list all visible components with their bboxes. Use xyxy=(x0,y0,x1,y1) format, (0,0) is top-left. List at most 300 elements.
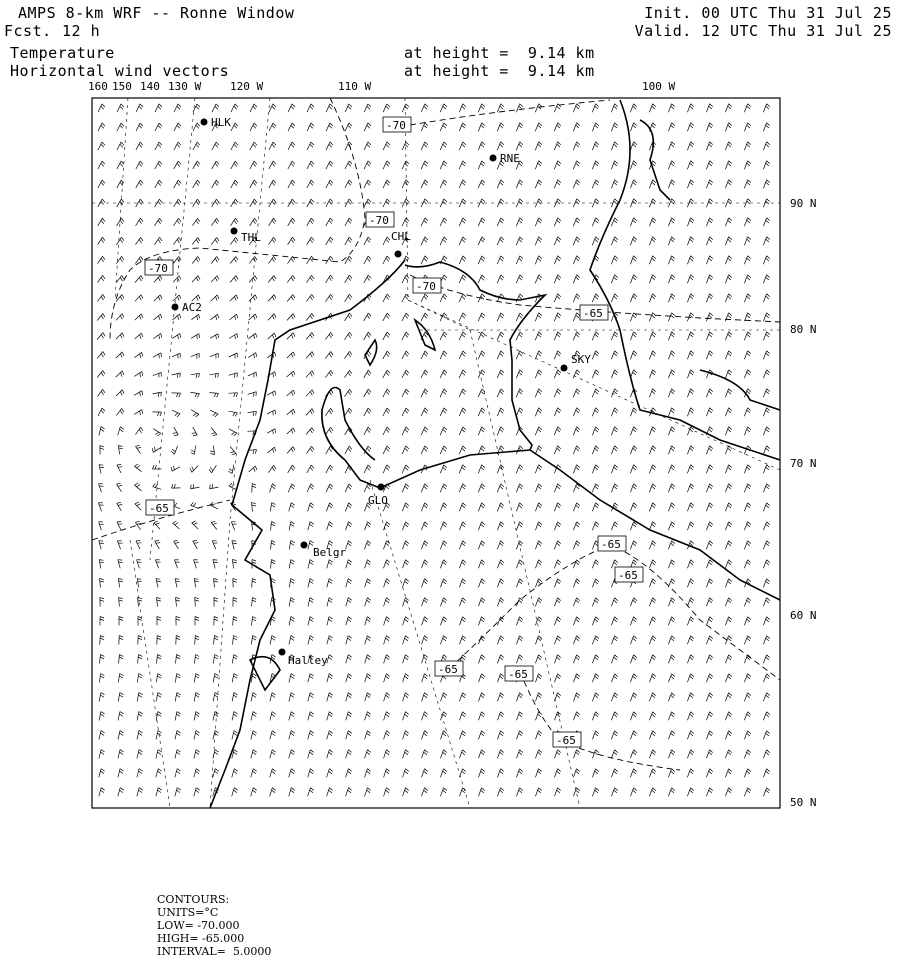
wind-barb xyxy=(554,560,557,568)
wind-barb-feather xyxy=(443,619,446,622)
wind-barb-feather xyxy=(539,788,542,791)
wind-barb-feather xyxy=(311,104,314,107)
wind-barb xyxy=(497,275,501,283)
wind-barb xyxy=(421,522,424,530)
wind-barb-feather xyxy=(158,182,161,185)
wind-barb-feather xyxy=(671,125,674,128)
wind-barb xyxy=(403,541,406,549)
wind-barb-feather xyxy=(748,294,751,297)
wind-barb xyxy=(516,370,519,378)
wind-barb xyxy=(421,351,425,359)
wind-barb-feather xyxy=(634,275,637,278)
wind-barb xyxy=(763,313,766,321)
wind-barb-feather xyxy=(330,484,333,487)
wind-barb-feather xyxy=(253,693,257,695)
wind-barb xyxy=(744,788,747,796)
lon-tick-110: 110 W xyxy=(338,80,371,93)
wind-barb-feather xyxy=(139,731,143,733)
wind-barb-feather xyxy=(653,674,656,677)
wind-barb xyxy=(555,655,558,663)
wind-barb xyxy=(573,522,576,530)
wind-barb-feather xyxy=(729,788,732,791)
wind-barb xyxy=(649,731,652,739)
wind-barb xyxy=(668,598,671,606)
wind-barb-feather xyxy=(520,313,523,316)
wind-barb xyxy=(99,788,101,797)
wind-barb-feather xyxy=(747,771,750,774)
wind-barb-feather xyxy=(406,218,409,221)
wind-barb-feather xyxy=(216,316,217,320)
wind-barb-feather xyxy=(138,733,142,735)
wind-barb-feather xyxy=(310,693,314,696)
wind-barb xyxy=(706,655,709,663)
wind-barb-feather xyxy=(520,541,523,544)
wind-barb-feather xyxy=(614,163,617,166)
wind-barb-feather xyxy=(710,503,713,506)
wind-barb-feather xyxy=(425,731,428,734)
wind-barb-feather xyxy=(101,296,103,300)
wind-barb xyxy=(191,410,199,415)
wind-barb xyxy=(611,484,614,492)
wind-barb xyxy=(345,389,350,397)
wind-barb xyxy=(307,142,311,150)
wind-barb xyxy=(422,731,425,740)
wind-barb xyxy=(174,180,179,188)
wind-barb xyxy=(516,465,519,473)
wind-barb-feather xyxy=(500,277,503,280)
wind-barb xyxy=(535,332,538,340)
contour-label-c2: -70 xyxy=(369,214,389,227)
wind-barb-feather xyxy=(596,332,599,335)
wind-barb-feather xyxy=(157,676,161,678)
wind-barb xyxy=(194,769,196,778)
wind-barb-feather xyxy=(233,617,237,619)
wind-barb-feather xyxy=(160,218,163,222)
wind-barb-feather xyxy=(177,750,181,753)
wind-barb xyxy=(364,389,369,397)
wind-barb-feather xyxy=(196,712,200,714)
wind-barb-feather xyxy=(672,351,675,354)
wind-barb xyxy=(365,522,368,530)
wind-barb-feather xyxy=(152,448,153,452)
wind-barb xyxy=(134,410,142,415)
wind-barb xyxy=(630,731,633,739)
wind-barb-feather xyxy=(272,484,275,487)
wind-barb-feather xyxy=(424,163,427,166)
wind-barb-feather xyxy=(614,410,617,413)
wind-barb-feather xyxy=(767,750,770,753)
wind-barb-feather xyxy=(747,163,750,166)
wind-barb xyxy=(307,275,312,282)
wind-barb-feather xyxy=(214,598,218,599)
wind-barb-feather xyxy=(329,505,332,508)
wind-barb-feather xyxy=(653,275,656,278)
wind-barb-feather xyxy=(271,560,275,562)
wind-barb-feather xyxy=(482,522,485,525)
wind-barb xyxy=(118,769,120,778)
wind-barb xyxy=(668,731,671,739)
wind-barb xyxy=(403,788,406,797)
wind-barb-feather xyxy=(500,448,503,451)
wind-barb-feather xyxy=(291,144,294,147)
wind-barb-feather xyxy=(141,276,143,280)
wind-barb-feather xyxy=(633,410,636,413)
wind-barb xyxy=(687,598,690,606)
wind-barb-feather xyxy=(577,598,580,601)
wind-barb-feather xyxy=(501,788,504,791)
wind-barb-feather xyxy=(671,714,674,717)
wind-barb-feather xyxy=(672,617,675,620)
wind-barb xyxy=(725,427,728,435)
wind-barb-feather xyxy=(481,505,484,508)
wind-barb xyxy=(117,541,120,549)
wind-barb-feather xyxy=(596,769,599,772)
wind-barb-feather xyxy=(671,334,674,337)
wind-barb-feather xyxy=(577,674,580,677)
wind-barb-feather xyxy=(482,161,485,164)
wind-barb-feather xyxy=(634,446,637,449)
wind-barb-feather xyxy=(348,560,351,563)
wind-barb-feather xyxy=(119,617,123,619)
wind-barb xyxy=(687,370,690,378)
wind-barb-feather xyxy=(368,161,371,164)
wind-barb xyxy=(668,294,671,302)
wind-barb-feather xyxy=(690,239,693,242)
wind-barb xyxy=(307,123,311,131)
wind-barb-feather xyxy=(482,142,485,145)
wind-barb xyxy=(554,294,557,302)
wind-barb-feather xyxy=(253,144,256,147)
wind-barb xyxy=(174,446,177,454)
wind-barb-feather xyxy=(519,239,522,242)
wind-barb-feather xyxy=(311,161,314,164)
wind-barb-feather xyxy=(405,731,408,734)
wind-barb xyxy=(592,693,595,701)
wind-barb-feather xyxy=(576,220,579,223)
wind-barb-feather xyxy=(234,788,237,791)
wind-barb-feather xyxy=(253,752,257,755)
wind-barb xyxy=(118,788,120,797)
wind-barb-feather xyxy=(120,297,122,301)
wind-barb-feather xyxy=(121,218,124,221)
wind-barb xyxy=(191,353,199,356)
wind-barb-feather xyxy=(729,503,732,506)
wind-barb-feather xyxy=(614,790,617,793)
wind-barb-feather xyxy=(767,427,770,430)
wind-barb-feather xyxy=(198,237,200,241)
wind-barb xyxy=(364,427,368,435)
wind-barb xyxy=(365,788,368,797)
wind-barb-feather xyxy=(230,452,234,453)
wind-barb-feather xyxy=(576,752,579,755)
wind-barb-feather xyxy=(691,294,694,297)
wind-barb-feather xyxy=(728,543,731,546)
wind-barb xyxy=(744,408,747,416)
wind-barb-feather xyxy=(120,788,124,791)
wind-barb-feather xyxy=(444,256,447,259)
wind-barb xyxy=(153,448,161,453)
wind-barb-feather xyxy=(311,199,314,202)
wind-barb xyxy=(725,579,728,587)
wind-barb-feather xyxy=(462,277,465,280)
wind-barb xyxy=(516,503,519,511)
wind-barb xyxy=(194,750,196,759)
wind-barb xyxy=(478,351,482,359)
wind-barb-feather xyxy=(140,161,143,164)
wind-barb-feather xyxy=(520,180,523,183)
wind-barb-feather xyxy=(748,142,751,145)
wind-barb xyxy=(288,465,293,473)
wind-barb-feather xyxy=(310,731,313,734)
wind-barb xyxy=(517,617,520,625)
wind-barb xyxy=(403,750,406,759)
wind-barb-feather xyxy=(652,125,655,128)
wind-barb xyxy=(175,731,177,740)
wind-barb xyxy=(554,617,557,625)
wind-barb-feather xyxy=(710,712,713,715)
wind-barb-feather xyxy=(367,788,370,791)
wind-barb xyxy=(535,161,538,169)
wind-barb-feather xyxy=(173,433,177,434)
wind-barb-feather xyxy=(406,389,409,392)
wind-barb xyxy=(327,731,330,740)
wind-barb-feather xyxy=(482,123,485,126)
wind-barb-feather xyxy=(253,788,256,791)
wind-barb-feather xyxy=(501,218,504,221)
wind-barb-feather xyxy=(767,180,770,183)
wind-barb-feather xyxy=(577,750,580,753)
wind-barb xyxy=(535,598,538,606)
wind-barb-feather xyxy=(234,239,236,243)
wind-barb-feather xyxy=(690,619,693,622)
wind-barb-feather xyxy=(482,237,485,240)
wind-barb-feather xyxy=(747,486,750,489)
wind-barb-feather xyxy=(444,161,447,164)
wind-barb xyxy=(98,237,103,245)
wind-barb-feather xyxy=(349,484,352,487)
wind-barb-feather xyxy=(348,220,351,223)
wind-barb-feather xyxy=(215,769,219,772)
wind-barb xyxy=(118,560,120,569)
wind-barb-feather xyxy=(349,408,352,411)
wind-barb-feather xyxy=(348,790,351,793)
wind-barb-feather xyxy=(406,560,409,563)
wind-barb xyxy=(516,389,519,397)
wind-barb-feather xyxy=(231,484,234,487)
wind-barb xyxy=(687,655,690,663)
field-temperature: Temperature xyxy=(10,44,115,62)
wind-barb-feather xyxy=(252,638,256,640)
wind-barb-feather xyxy=(191,502,194,505)
meridian-ne xyxy=(408,300,780,470)
wind-barb-feather xyxy=(120,335,122,339)
wind-barb-feather xyxy=(766,277,769,280)
wind-barb xyxy=(668,769,671,777)
wind-barb-feather xyxy=(177,163,180,166)
wind-barb-feather xyxy=(272,182,275,185)
wind-barb-feather xyxy=(101,144,104,147)
wind-barb xyxy=(270,693,272,702)
wind-barb xyxy=(593,769,596,777)
wind-barb-feather xyxy=(330,104,333,107)
wind-barb-feather xyxy=(766,258,769,261)
wind-barb-feather xyxy=(387,427,390,430)
wind-barb-feather xyxy=(136,485,140,487)
wind-barb-feather xyxy=(501,408,504,411)
wind-barb xyxy=(611,636,614,644)
wind-barb-feather xyxy=(653,161,656,164)
wind-barb-feather xyxy=(748,769,751,772)
wind-barb-feather xyxy=(136,445,140,446)
wind-barb-feather xyxy=(747,182,750,185)
wind-barb-feather xyxy=(425,313,428,316)
wind-barb-feather xyxy=(329,788,332,791)
wind-barb-feather xyxy=(272,106,275,109)
wind-barb-feather xyxy=(291,522,295,524)
wind-barb-feather xyxy=(139,788,143,791)
wind-barb-feather xyxy=(406,332,409,335)
wind-barb xyxy=(725,674,728,682)
wind-barb xyxy=(706,351,709,359)
wind-barb-feather xyxy=(766,410,769,413)
wind-barb xyxy=(134,372,142,377)
wind-barb xyxy=(365,636,368,645)
wind-barb-feather xyxy=(195,636,199,638)
wind-barb-feather xyxy=(291,693,295,696)
wind-barb-feather xyxy=(311,465,314,468)
wind-barb xyxy=(706,788,709,796)
wind-barb xyxy=(630,351,633,359)
wind-barb xyxy=(345,351,350,358)
wind-barb xyxy=(460,636,463,644)
wind-barb-feather xyxy=(348,752,351,755)
wind-barb-feather xyxy=(310,674,313,676)
wind-barb-feather xyxy=(614,486,617,489)
wind-barb-feather xyxy=(576,486,579,489)
wind-barb-feather xyxy=(653,769,656,772)
wind-barb-feather xyxy=(158,788,162,791)
wind-barb-feather xyxy=(481,543,484,546)
wind-barb-feather xyxy=(481,239,484,242)
wind-barb-feather xyxy=(501,598,504,601)
wind-barb-feather xyxy=(291,695,295,697)
wind-barb-feather xyxy=(367,638,370,641)
wind-barb-feather xyxy=(196,144,199,147)
wind-barb xyxy=(118,731,120,740)
wind-barb-feather xyxy=(159,199,162,202)
wind-barb-feather xyxy=(99,465,103,466)
wind-barb-feather xyxy=(729,655,732,658)
wind-barb-feather xyxy=(539,541,542,544)
wind-barb-feather xyxy=(291,636,295,638)
wind-barb-feather xyxy=(234,750,237,752)
wind-barb xyxy=(744,617,747,625)
wind-barb-feather xyxy=(215,220,218,224)
wind-barb-feather xyxy=(367,598,370,601)
wind-barb-feather xyxy=(386,581,389,584)
wind-barb xyxy=(193,142,197,150)
coastline-inlet xyxy=(322,388,380,489)
wind-barb-feather xyxy=(215,752,219,754)
wind-barb-feather xyxy=(425,389,428,392)
wind-barb-feather xyxy=(349,446,352,449)
wind-barb xyxy=(289,579,291,588)
wind-barb-feather xyxy=(595,391,598,394)
wind-barb xyxy=(497,351,501,359)
wind-barb-feather xyxy=(254,123,257,126)
wind-barb xyxy=(402,370,406,378)
wind-barb-feather xyxy=(633,429,636,432)
wind-barb-feather xyxy=(709,657,712,660)
wind-barb-feather xyxy=(462,315,465,318)
wind-barb-feather xyxy=(291,731,295,734)
wind-barb-feather xyxy=(195,619,199,621)
wind-barb-feather xyxy=(766,486,769,489)
wind-barb xyxy=(232,541,234,550)
wind-barb-feather xyxy=(558,142,561,145)
wind-barb-feather xyxy=(293,390,295,394)
wind-barb-feather xyxy=(615,351,618,354)
wind-barb xyxy=(763,446,766,454)
wind-barb xyxy=(725,541,728,549)
wind-barb-feather xyxy=(141,237,143,241)
wind-barb-feather xyxy=(444,218,447,221)
wind-barb xyxy=(725,693,728,701)
wind-barb-feather xyxy=(595,353,598,356)
wind-barb-feather xyxy=(710,427,713,430)
wind-barb-feather xyxy=(101,354,103,358)
wind-barb xyxy=(308,674,310,683)
wind-barb-feather xyxy=(196,182,199,185)
wind-barb xyxy=(459,256,463,264)
wind-barb-feather xyxy=(215,239,217,243)
wind-barb-feather xyxy=(614,638,617,641)
wind-barb-feather xyxy=(329,598,333,601)
wind-barb xyxy=(441,788,444,796)
wind-barb-feather xyxy=(197,335,198,339)
forecast-label: Fcst. xyxy=(4,22,52,40)
contours-label: CONTOURS: xyxy=(157,893,229,906)
wind-barb-feather xyxy=(158,144,161,147)
wind-barb-feather xyxy=(424,752,427,755)
wind-barb-feather xyxy=(329,750,332,753)
wind-barb-feather xyxy=(405,581,408,584)
wind-barb xyxy=(763,237,766,245)
wind-barb-feather xyxy=(367,125,370,128)
wind-barb-feather xyxy=(767,712,770,715)
wind-barb-feather xyxy=(367,600,370,603)
wind-barb xyxy=(100,579,101,588)
wind-barb-feather xyxy=(348,788,351,791)
wind-barb xyxy=(251,769,253,778)
wind-barb-feather xyxy=(119,600,123,601)
wind-barb-feather xyxy=(215,144,218,147)
wind-barb xyxy=(725,256,728,264)
wind-barb-feather xyxy=(748,313,751,316)
wind-barb-feather xyxy=(367,714,370,717)
wind-barb-feather xyxy=(728,657,731,660)
wind-barb-feather xyxy=(386,106,389,109)
wind-barb-feather xyxy=(577,712,580,715)
wind-barb-feather xyxy=(192,467,194,471)
wind-barb xyxy=(231,161,235,169)
wind-barb-feather xyxy=(272,636,276,638)
wind-barb xyxy=(98,408,102,416)
wind-barb xyxy=(516,237,519,245)
wind-barb xyxy=(156,788,158,797)
wind-barb-feather xyxy=(155,540,159,541)
wind-barb-feather xyxy=(690,657,693,660)
